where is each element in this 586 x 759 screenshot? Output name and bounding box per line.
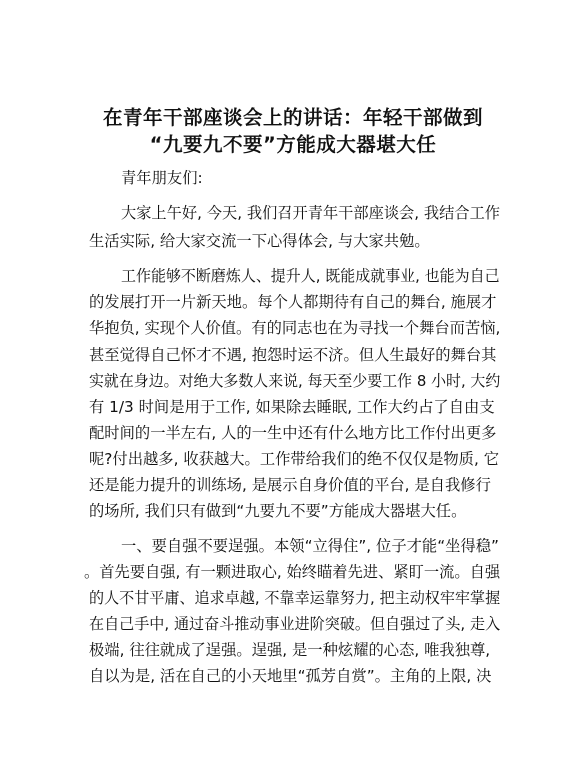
paragraph-line-text: 大家上午好, 今天, 我们召开青年干部座谈会, 我结合工作 xyxy=(121,204,501,222)
paragraph-line-text: 生活实际, 给大家交流一下心得体会, 与大家共勉。 xyxy=(89,232,430,250)
paragraph-line-text: 工作能够不断磨炼人、提升人, 既能成就事业, 也能为自己 xyxy=(121,267,500,285)
paragraph-line-text: 还是能力提升的训练场, 是展示自身价值的平台, 是自我修行 xyxy=(89,476,491,494)
paragraph-line-text: 一、要自强不要逞强。本领“立得住”, 位子才能“坐得稳” xyxy=(121,537,499,555)
paragraph-line-text: 甚至觉得自己怀才不遇, 抱怨时运不济。但人生最好的舞台其 xyxy=(89,346,497,364)
document-title-line-1: 在青年干部座谈会上的讲话：年轻干部做到 xyxy=(102,106,483,129)
paragraph-line-text: 实就在身边。对绝大多数人来说, 每天至少要工作 8 小时, 大约 xyxy=(89,372,501,390)
paragraph-line-text: 的发展打开一片新天地。每个人都期待有自己的舞台, 施展才 xyxy=(89,293,497,311)
document-title-line-2: “九要九不要”方能成大器堪大任 xyxy=(149,133,437,156)
paragraph-line-text: 呢?付出越多, 收获越大。工作带给我们的绝不仅仅是物质, 它 xyxy=(89,450,499,468)
paragraph-line-text: 在自己手中, 通过奋斗推动事业进阶突破。但自强过了头, 走入 xyxy=(89,615,501,633)
paragraph-line-text: 配时间的一半左右, 人的一生中还有什么地方比工作付出更多 xyxy=(89,424,497,442)
paragraph-line-text: 华抱负, 实现个人价值。有的同志也在为寻找一个舞台而苦恼, xyxy=(89,319,501,337)
paragraph-line-text: 有 1/3 时间是用于工作, 如果除去睡眠, 工作大约占了自由支 xyxy=(89,398,495,416)
salutation-text: 青年朋友们: xyxy=(121,169,203,187)
paragraph-line-text: 。首先要自强, 有一颗进取心, 始终瞄着先进、紧盯一流。自强 xyxy=(84,563,501,581)
paragraph-line-text: 的场所, 我们只有做到“九要九不要”方能成大器堪大任。 xyxy=(89,502,467,520)
paragraph-line-text: 极端, 往往就成了逞强。逞强, 是一种炫耀的心态, 唯我独尊, xyxy=(89,641,491,659)
paragraph-line-text: 自以为是, 活在自己的小天地里“孤芳自赏”。主角的上限, 决 xyxy=(89,667,492,685)
paragraph-line-text: 的人不甘平庸、追求卓越, 不靠幸运靠努力, 把主动权牢牢掌握 xyxy=(89,589,501,607)
